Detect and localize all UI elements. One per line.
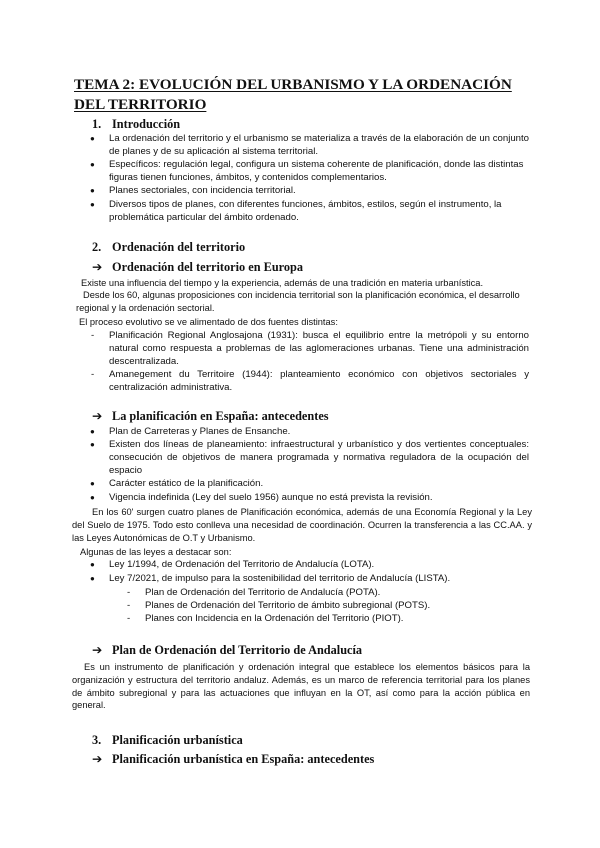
bullet-icon: ● xyxy=(90,440,95,449)
list-item: Vigencia indefinida (Ley del suelo 1956) aunque no está prevista la revisión. xyxy=(109,492,433,503)
list-item: La ordenación del territorio y el urbanismo se materializa a través de la elaboración de un conjunto de planes y de su aplicación al sistema territorial. xyxy=(109,133,529,157)
section-2-heading xyxy=(92,240,245,255)
list-item: Planes de Ordenación del Territorio de ámbito subregional (POTS). xyxy=(145,600,431,611)
list-item: Ley 1/1994, de Ordenación del Territorio de Andalucía (LOTA). xyxy=(109,559,375,570)
bullet-icon: ● xyxy=(90,479,95,488)
section-3-number: 3. xyxy=(92,733,102,747)
subsection-spain-title: La planificación en España: antecedentes xyxy=(112,409,329,423)
bullet-icon: ● xyxy=(90,160,95,169)
bullet-icon: ● xyxy=(90,574,95,583)
subsection-planning-spain-heading xyxy=(92,752,374,767)
bullet-icon: ● xyxy=(90,560,95,569)
arrow-icon: ➔ xyxy=(92,752,103,766)
paragraph: Desde los 60, algunas proposiciones con incidencia territorial son la planificación económica, el desarrollo regional y la ordenación sectorial. xyxy=(76,290,520,313)
list-item: Plan de Ordenación del Territorio de Andalucía (POTA). xyxy=(145,587,381,598)
list-item: Amanegement du Territoire (1944): planteamiento económico con objetivos sectoriales y centralización administrativa. xyxy=(109,369,529,393)
bullet-icon: ● xyxy=(90,493,95,502)
list-item: Específicos: regulación legal, configura un sistema coherente de planificación, donde las distintas figuras tienen funciones, ámbitos, y contenidos complementarios. xyxy=(109,159,524,183)
arrow-icon: ➔ xyxy=(92,643,103,657)
bullet-icon: ● xyxy=(90,134,95,143)
list-item: Planes sectoriales, con incidencia territorial. xyxy=(109,185,296,196)
paragraph: En los 60' surgen cuatro planes de Planificación económica, además de una Economía Regional y la Ley del Suelo de 1975. Todo esto conlleva una necesidad de coordinación. Ocurren la transferencia a las CC.AA. y las Leyes Autonómicas de O.T y Urbanismo. xyxy=(72,507,532,543)
dash-icon: - xyxy=(127,587,131,598)
paragraph: El proceso evolutivo se ve alimentado de dos fuentes distintas: xyxy=(79,317,338,327)
dash-icon: - xyxy=(91,369,95,380)
section-2-title: Ordenación del territorio xyxy=(112,240,246,254)
section-1-title: Introducción xyxy=(112,117,181,131)
list-item: Diversos tipos de planes, con diferentes funciones, ámbitos, estilos, según el instrumento, la problemática particular del ámbito ordenado. xyxy=(109,199,502,223)
subsection-pota-heading xyxy=(92,643,362,658)
bullet-icon: ● xyxy=(90,186,95,195)
list-item: Planificación Regional Anglosajona (1931): busca el equilibrio entre la metrópoli y su entorno natural como respuesta a problemas de las aglomeraciones urbanas. Tiene una administración descentralizada. xyxy=(109,330,529,367)
subsection-planning-spain-title: Planificación urbanística en España: antecedentes xyxy=(112,752,375,766)
section-1-heading xyxy=(92,117,180,132)
paragraph: Algunas de las leyes a destacar son: xyxy=(80,547,232,557)
paragraph: Es un instrumento de planificación y ordenación integral que establece los elementos básicos para la organización y estructura del territorio andaluz. Además, es un marco de referencia territorial para los planes de ámbito subregional y para las actuaciones que influyan en la OT, así como para la acción pública en general. xyxy=(72,662,530,711)
subsection-spain-heading xyxy=(92,409,329,424)
list-item: Plan de Carreteras y Planes de Ensanche. xyxy=(109,426,291,437)
arrow-icon: ➔ xyxy=(92,409,103,423)
section-1-number: 1. xyxy=(92,117,102,131)
dash-icon: - xyxy=(127,600,131,611)
list-item: Existen dos líneas de planeamiento: infraestructural y urbanístico y dos vertientes conceptuales: consecución de objetivos de manera programada y normativa reguladora de la ocupación del espacio xyxy=(109,439,529,476)
list-item: Planes con Incidencia en la Ordenación del Territorio (PIOT). xyxy=(145,613,404,624)
list-item: Ley 7/2021, de impulso para la sostenibilidad del territorio de Andalucía (LISTA). xyxy=(109,573,451,584)
subsection-europe-title: Ordenación del territorio en Europa xyxy=(112,260,304,274)
document-title: TEMA 2: EVOLUCIÓN DEL URBANISMO Y LA ORDENACIÓN DEL TERRITORIO xyxy=(74,76,512,113)
dash-icon: - xyxy=(127,613,131,624)
bullet-icon: ● xyxy=(90,200,95,209)
section-2-number: 2. xyxy=(92,240,102,254)
dash-icon: - xyxy=(91,330,95,341)
subsection-pota-title: Plan de Ordenación del Territorio de Andalucía xyxy=(112,643,363,657)
subsection-europe-heading xyxy=(92,260,303,275)
list-item: Carácter estático de la planificación. xyxy=(109,478,264,489)
bullet-icon: ● xyxy=(90,427,95,436)
section-3-heading xyxy=(92,733,243,748)
arrow-icon: ➔ xyxy=(92,260,103,274)
paragraph: Existe una influencia del tiempo y la experiencia, además de una tradición en materia urbanística. xyxy=(81,278,484,288)
section-3-title: Planificación urbanística xyxy=(112,733,243,747)
